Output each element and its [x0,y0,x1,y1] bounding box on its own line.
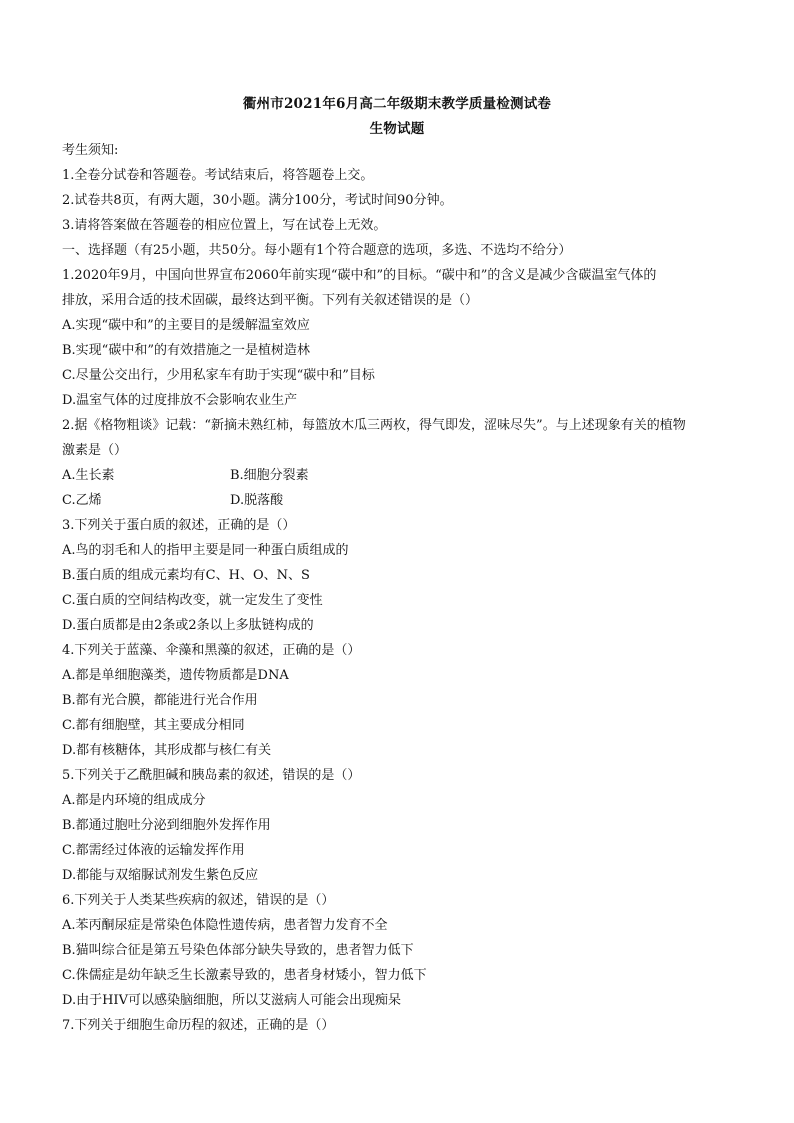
option-row [62,488,742,513]
option-d: D.温室气体的过度排放不会影响农业生产 [62,393,298,408]
page-subtitle: 生物试题 [369,121,425,137]
notice-item: 2.试卷共8页，有两大题，30小题。满分100分，考试时间90分钟。 [62,193,453,208]
option-row [62,463,742,488]
option-c: C.都有细胞壁，其主要成分相同 [62,718,245,733]
option-d: D.蛋白质都是由2条或2条以上多肽链构成的 [62,618,314,633]
option-b: B.实现“碳中和”的有效措施之一是植树造林 [62,343,310,358]
notice-item: 3.请将答案做在答题卷的相应位置上，写在试卷上无效。 [62,218,387,233]
option-d: D.都能与双缩脲试剂发生紫色反应 [62,868,259,883]
option-d: D.脱落酸 [230,493,284,508]
option-b: B.猫叫综合征是第五号染色体部分缺失导致的，患者智力低下 [62,943,414,958]
option-b: B.细胞分裂素 [230,468,309,483]
question-stem: 5.下列关于乙酰胆碱和胰岛素的叙述，错误的是（） [62,768,361,783]
question-stem: 7.下列关于细胞生命历程的叙述，正确的是（） [62,1018,335,1033]
option-c: C.乙烯 [62,493,102,508]
option-c: C.侏儒症是幼年缺乏生长激素导致的，患者身材矮小，智力低下 [62,968,427,983]
option-b: B.都通过胞吐分泌到细胞外发挥作用 [62,818,271,833]
notice-item: 1.全卷分试卷和答题卷。考试结束后，将答题卷上交。 [62,168,374,183]
option-c: C.蛋白质的空间结构改变，就一定发生了变性 [62,593,323,608]
option-a: A.生长素 [62,468,115,483]
option-d: D.由于HIV可以感染脑细胞，所以艾滋病人可能会出现痴呆 [62,993,401,1008]
option-a: A.鸟的羽毛和人的指甲主要是同一种蛋白质组成的 [62,543,349,558]
option-b: B.蛋白质的组成元素均有C、H、O、N、S [62,568,310,583]
section-heading: 一、选择题（有25小题，共50分。每小题有1个符合题意的选项，多选、不选均不给分） [62,243,572,258]
option-a: A.都是内环境的组成成分 [62,793,206,808]
question-stem: 4.下列关于蓝藻、伞藻和黑藻的叙述，正确的是（） [62,643,361,658]
question-stem: 3.下列关于蛋白质的叙述，正确的是（） [62,518,296,533]
page-title: 衢州市2021年6月高二年级期末教学质量检测试卷 [242,96,552,112]
question-stem: 1.2020年9月，中国向世界宣布2060年前实现“碳中和”的目标。“碳中和”的含义是减少含碳温室气体的 [62,268,657,283]
question-stem: 激素是（） [62,443,128,458]
option-d: D.都有核糖体，其形成都与核仁有关 [62,743,272,758]
option-a: A.实现“碳中和”的主要目的是缓解温室效应 [62,318,310,333]
option-a: A.苯丙酮尿症是常染色体隐性遗传病，患者智力发育不全 [62,918,388,933]
exam-body [62,138,742,1038]
option-b: B.都有光合膜，都能进行光合作用 [62,693,258,708]
question-stem: 6.下列关于人类某些疾病的叙述，错误的是（） [62,893,335,908]
notice-heading: 考生须知: [62,143,119,158]
option-c: C.尽量公交出行，少用私家车有助于实现“碳中和”目标 [62,368,375,383]
question-stem: 排放，采用合适的技术固碳，最终达到平衡。下列有关叙述错误的是（） [62,293,479,308]
option-a: A.都是单细胞藻类，遗传物质都是DNA [62,668,289,683]
option-c: C.都需经过体液的运输发挥作用 [62,843,245,858]
question-stem: 2.据《格物粗谈》记载：“新摘未熟红柿，每篮放木瓜三两枚，得气即发，涩味尽失”。与上述现象有关的植物 [62,418,686,433]
